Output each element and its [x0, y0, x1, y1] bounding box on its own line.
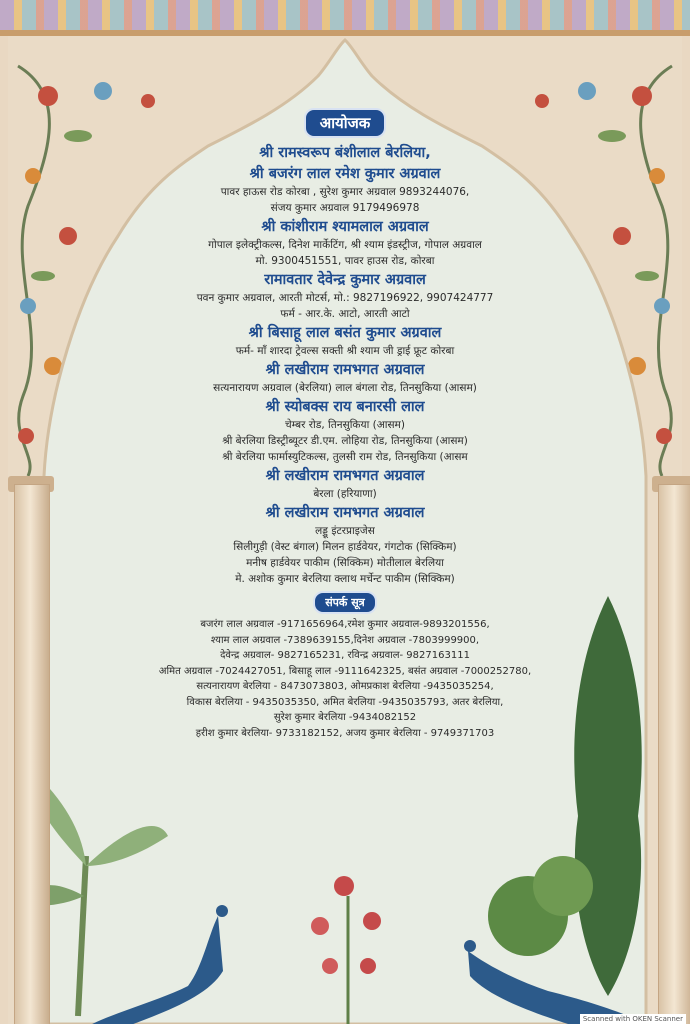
organizer-detail: फर्म- माँ शारदा ट्रेवल्स सक्ती श्री श्याम जी ड्राई फ्रूट कोरबा [235, 345, 455, 357]
organizer-entry [120, 218, 570, 269]
contact-line: देवेन्द्र अग्रवाल- 9827165231, रविन्द्र अग्रवाल- 9827163111 [220, 650, 470, 661]
organizers-label: आयोजक [304, 108, 387, 138]
organizer-entry [120, 324, 570, 359]
organizer-detail: मो. 9300451551, पावर हाउस रोड, कोरबा [255, 255, 435, 267]
organizer-detail: मे. अशोक कुमार बेरलिया क्लाथ मर्चेन्ट पाकीम (सिक्किम) [235, 573, 455, 585]
contact-line: अमित अग्रवाल -7024427051, बिसाहू लाल -9111642325, बसंत अग्रवाल -7000252780, [158, 665, 532, 677]
organizer-detail: संजय कुमार अग्रवाल 9179496978 [270, 202, 420, 214]
contact-list [120, 617, 570, 741]
organizer-name: श्री कांशीराम श्यामलाल अग्रवाल [261, 219, 429, 235]
contact-line: विकास बेरलिया - 9435035350, अमित बेरलिया -9435035793, अतर बेरलिया, [186, 696, 504, 708]
organizer-detail: चेम्बर रोड, तिनसुकिया (आसम) [285, 419, 405, 431]
contact-line: सत्यनारायण बेरलिया - 8473073803, ओमप्रकाश बेरलिया -9435035254, [196, 681, 494, 692]
organizer-list [120, 144, 570, 587]
contact-label: संपर्क सूत्र [313, 591, 376, 614]
organizer-name: श्री लखीराम रामभगत अग्रवाल [265, 505, 425, 521]
organizer-detail: मनीष हार्डवेयर पाकीम (सिक्किम) मोतीलाल बेरलिया [246, 557, 444, 569]
invitation-content [120, 108, 570, 741]
scanner-badge: Scanned with OKEN Scanner [580, 1014, 686, 1024]
organizer-entry [120, 504, 570, 587]
organizer-detail: लड्डू इंटरप्राइजेस [315, 525, 375, 537]
contact-line: श्याम लाल अग्रवाल -7389639155,दिनेश अग्रवाल -7803999900, [210, 634, 480, 646]
organizer-entry [120, 398, 570, 465]
organizer-entry [120, 467, 570, 502]
organizer-name: श्री लखीराम रामभगत अग्रवाल [265, 362, 425, 378]
organizer-entry [120, 271, 570, 322]
organizer-entry [120, 144, 570, 216]
organizer-detail: श्री बेरलिया फार्मास्युटिकल्स, तुलसी राम रोड, तिनसुकिया (आसम [222, 451, 468, 463]
organizer-detail: पवन कुमार अग्रवाल, आरती मोटर्स, मो.: 9827196922, 9907424777 [196, 292, 494, 304]
contact-line: सुरेश कुमार बेरलिया -9434082152 [273, 712, 417, 723]
pillar-left [14, 484, 50, 1024]
pillar-right [658, 484, 690, 1024]
organizer-detail: पावर हाऊस रोड कोरबा , सुरेश कुमार अग्रवाल 9893244076, [220, 186, 470, 198]
organizer-name: श्री बिसाहू लाल बसंत कुमार अग्रवाल [248, 325, 442, 341]
organizer-detail: सत्यनारायण अग्रवाल (बेरलिया) लाल बंगला रोड, तिनसुकिया (आसम) [213, 382, 477, 394]
organizer-name: रामावतार देवेन्द्र कुमार अग्रवाल [264, 272, 426, 288]
contact-line: हरीश कुमार बेरलिया- 9733182152, अजय कुमार बेरलिया - 9749371703 [195, 727, 495, 739]
organizer-detail: फर्म - आर.के. आटो, आरती आटो [280, 308, 410, 320]
organizer-detail: गोपाल इलेक्ट्रीकल्स, दिनेश मार्केटिंग, श्री श्याम इंडस्ट्रीज, गोपाल अग्रवाल [208, 239, 482, 251]
organizer-detail: श्री बेरलिया डिस्ट्रीब्यूटर डी.एम. लोहिया रोड, तिनसुकिया (आसम) [222, 435, 468, 447]
organizer-name: श्री बजरंग लाल रमेश कुमार अग्रवाल [249, 166, 441, 182]
organizer-detail: बेरला (हरियाणा) [313, 488, 377, 500]
top-ornamental-border [0, 0, 690, 30]
organizer-entry [120, 361, 570, 396]
organizer-name: श्री स्योबक्स राय बनारसी लाल [265, 399, 425, 415]
organizer-detail: सिलीगुड़ी (वेस्ट बंगाल) मिलन हार्डवेयर, गंगटोक (सिक्किम) [233, 541, 457, 553]
organizer-name: श्री लखीराम रामभगत अग्रवाल [265, 468, 425, 484]
contact-line: बजरंग लाल अग्रवाल -9171656964,रमेश कुमार अग्रवाल-9893201556, [200, 619, 490, 630]
organizer-name: श्री रामस्वरूप बंशीलाल बेरलिया, [259, 145, 431, 161]
